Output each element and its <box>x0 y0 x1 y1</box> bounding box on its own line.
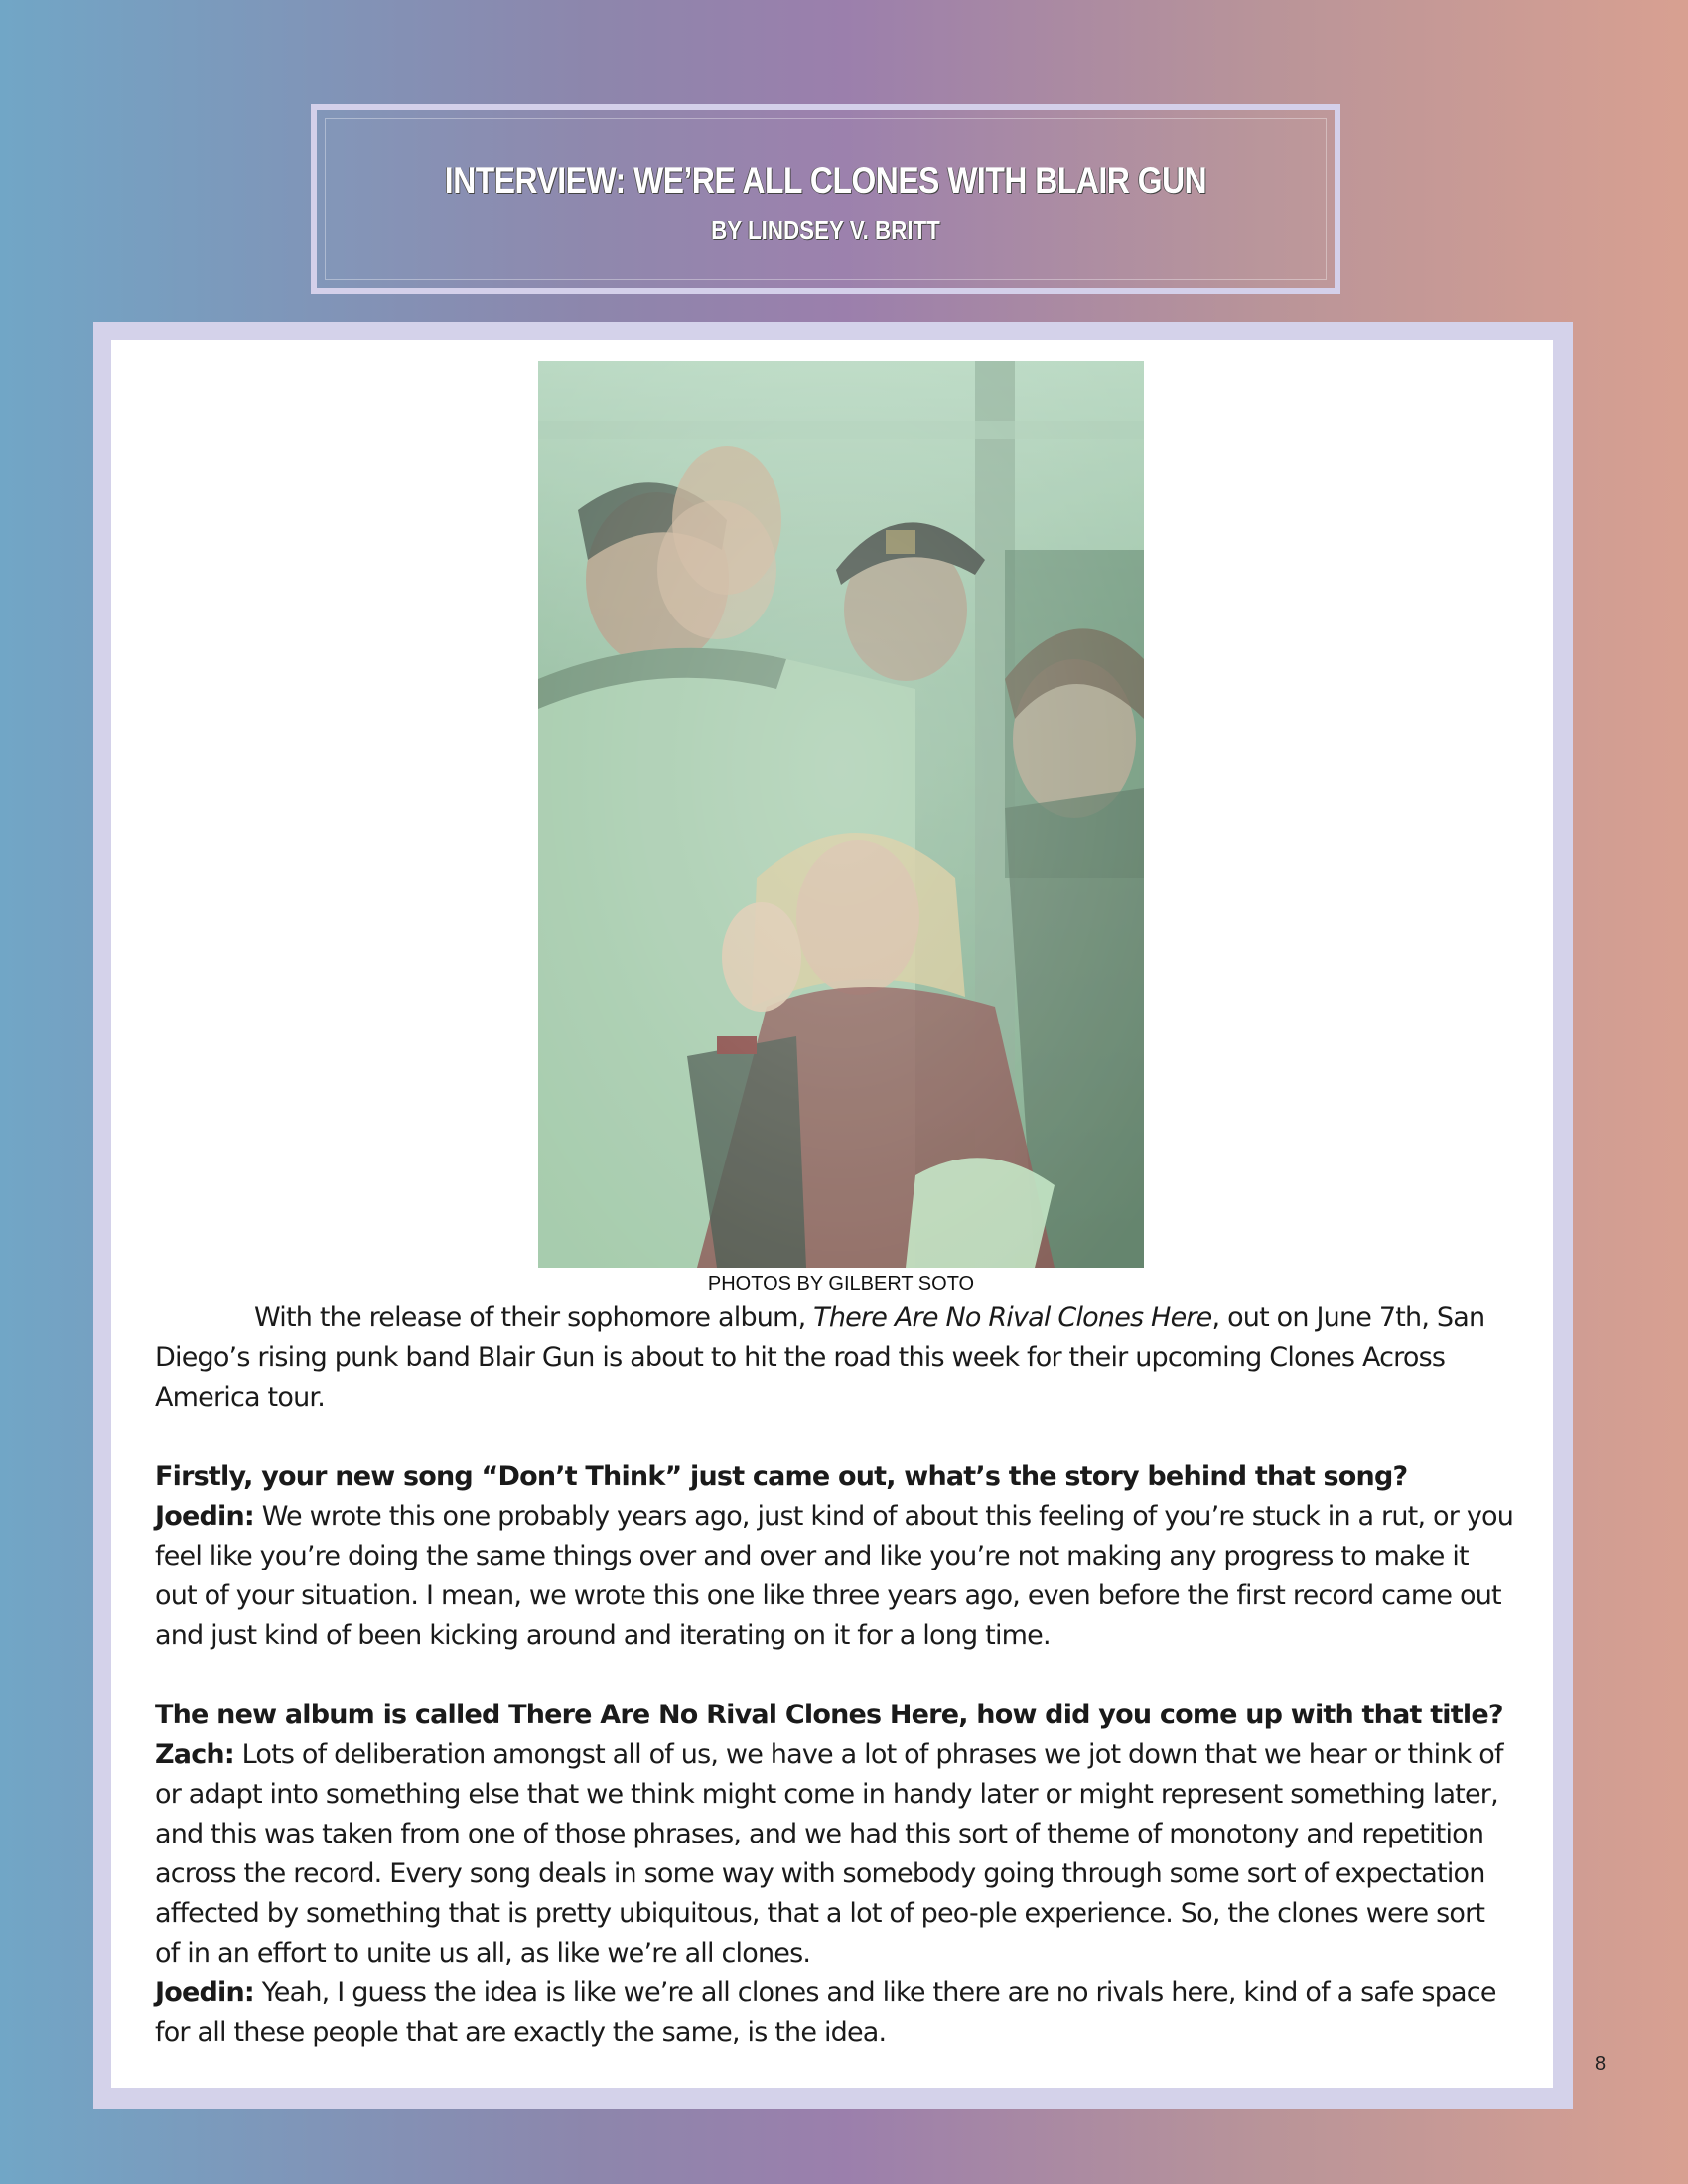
answer-3-text: Yeah, I guess the idea is like we’re all clones and like there are no rivals here, kind of a safe space for all these people that are exactly the same, is the idea. <box>155 1978 1496 2048</box>
answer-2 <box>155 1735 1515 1974</box>
band-photo <box>538 361 1144 1268</box>
band-photo-illustration <box>538 361 1144 1268</box>
intro-text-before: With the release of their sophomore album, <box>254 1302 814 1333</box>
content-panel <box>111 340 1553 2088</box>
content-frame <box>93 322 1573 2109</box>
intro-album-title: There Are No Rival Clones Here <box>813 1302 1212 1333</box>
paragraph-gap <box>155 1656 1515 1696</box>
intro-text-after: , out on June 7th, San Diego’s rising punk band Blair Gun is about to hit the road this week for their upcoming Clones Across America tour. <box>155 1302 1485 1413</box>
photo-caption: PHOTOS BY GILBERT SOTO <box>707 1273 975 1295</box>
answer-1-text: We wrote this one probably years ago, just kind of about this feeling of you’re stuck in a rut, or you feel like you’re doing the same things over and over and like you’re not making any progress to make it out of your situation. I mean, we wrote this one like three years ago, even before the first record came out and just kind of been kicking around and iterating on it for a long time. <box>155 1501 1514 1651</box>
article-byline: BY LINDSEY V. BRITT <box>711 215 940 245</box>
article-body <box>155 1298 1515 2053</box>
answer-2-speaker: Zach: <box>155 1739 234 1770</box>
answer-1-speaker: Joedin: <box>155 1501 254 1532</box>
answer-2-text: Lots of deliberation amongst all of us, we have a lot of phrases we jot down that we hear or think of or adapt into something else that we think might come in handy later or might represent something later, and this was taken from one of those phrases, and we had this sort of theme of monotony and repetition across the record. Every song deals in some way with somebody going through some sort of expectation affected by something that is pretty ubiquitous, that a lot of peo-ple experience. So, the clones were sort of in an effort to unite us all, as like we’re all clones. <box>155 1739 1503 1969</box>
answer-1 <box>155 1497 1515 1656</box>
answer-3-speaker: Joedin: <box>155 1978 254 2008</box>
intro-paragraph <box>155 1298 1515 1418</box>
page-number: 8 <box>1595 2053 1607 2075</box>
answer-3 <box>155 1974 1515 2053</box>
title-box <box>311 104 1340 294</box>
question-2: The new album is called There Are No Rival Clones Here, how did you come up with that title? <box>155 1700 1503 1730</box>
article-headline: INTERVIEW: WE’RE ALL CLONES WITH BLAIR GUN <box>444 160 1207 201</box>
question-1: Firstly, your new song “Don’t Think” just came out, what’s the story behind that song? <box>155 1461 1408 1492</box>
